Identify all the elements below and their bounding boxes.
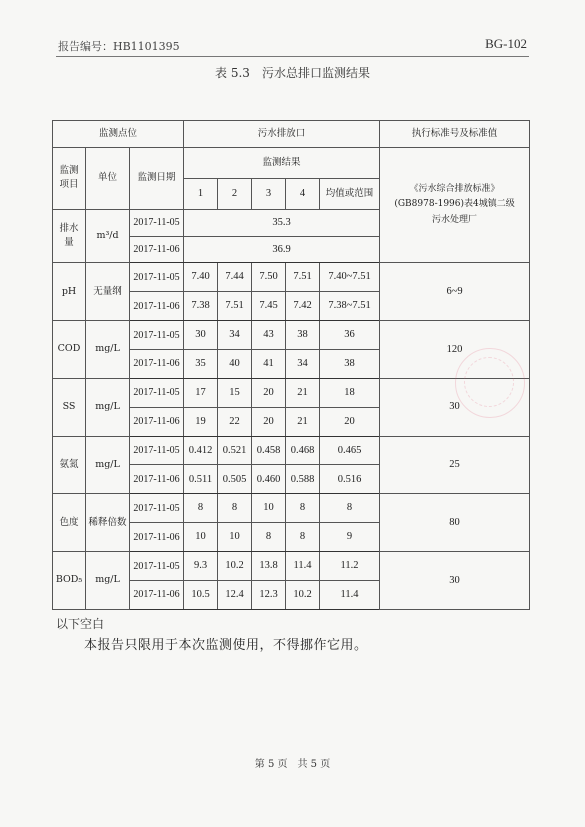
param-value: 15 <box>218 378 252 407</box>
flow-item: 排水量 <box>53 209 86 263</box>
param-average: 20 <box>320 407 380 436</box>
param-average: 38 <box>320 349 380 378</box>
param-value: 0.460 <box>252 465 286 494</box>
param-value: 10.2 <box>286 580 320 609</box>
param-unit: mg/L <box>86 436 130 494</box>
param-value: 30 <box>184 321 218 350</box>
param-item: pH <box>53 263 86 321</box>
table-title: 表 5.3 污水总排口监测结果 <box>215 66 370 80</box>
param-value: 7.45 <box>252 292 286 321</box>
param-value: 7.40 <box>184 263 218 292</box>
param-value: 7.51 <box>286 263 320 292</box>
header-outlet: 污水排放口 <box>184 121 380 148</box>
param-value: 0.588 <box>286 465 320 494</box>
param-value: 38 <box>286 321 320 350</box>
param-average: 9 <box>320 523 380 552</box>
header-col-2: 2 <box>218 178 252 209</box>
param-value: 8 <box>184 494 218 523</box>
param-value: 34 <box>218 321 252 350</box>
table-row <box>53 494 530 523</box>
header-unit: 单位 <box>86 147 130 209</box>
flow-date: 2017-11-05 <box>130 209 184 236</box>
param-unit: mg/L <box>86 378 130 436</box>
param-average: 11.2 <box>320 552 380 581</box>
param-value: 7.51 <box>218 292 252 321</box>
param-value: 8 <box>286 523 320 552</box>
param-unit: 无量纲 <box>86 263 130 321</box>
param-average: 18 <box>320 378 380 407</box>
flow-unit: m³/d <box>86 209 130 263</box>
param-date: 2017-11-06 <box>130 349 184 378</box>
report-number: 报告编号：HB1101395 <box>58 40 180 53</box>
param-value: 0.412 <box>184 436 218 465</box>
param-value: 21 <box>286 378 320 407</box>
param-value: 43 <box>252 321 286 350</box>
param-unit: mg/L <box>86 552 130 610</box>
param-value: 0.505 <box>218 465 252 494</box>
param-value: 8 <box>286 494 320 523</box>
param-value: 10 <box>184 523 218 552</box>
param-standard-value: 25 <box>380 436 530 494</box>
param-date: 2017-11-06 <box>130 523 184 552</box>
param-value: 0.468 <box>286 436 320 465</box>
monitoring-results-table <box>52 120 530 610</box>
param-date: 2017-11-05 <box>130 378 184 407</box>
param-value: 19 <box>184 407 218 436</box>
param-average: 0.516 <box>320 465 380 494</box>
param-value: 0.458 <box>252 436 286 465</box>
param-date: 2017-11-06 <box>130 292 184 321</box>
param-value: 17 <box>184 378 218 407</box>
param-standard-value: 30 <box>380 552 530 610</box>
param-value: 12.4 <box>218 580 252 609</box>
standard-name: 《污水综合排放标准》(GB8978-1996)表4城镇二级污水处理厂 <box>380 147 530 263</box>
header-avg: 均值或范围 <box>320 178 380 209</box>
param-average: 11.4 <box>320 580 380 609</box>
param-standard-value: 120 <box>380 321 530 379</box>
param-value: 7.44 <box>218 263 252 292</box>
param-average: 7.38~7.51 <box>320 292 380 321</box>
param-item: 色度 <box>53 494 86 552</box>
flow-value: 35.3 <box>184 209 380 236</box>
param-standard-value: 80 <box>380 494 530 552</box>
header-monitoring-point: 监测点位 <box>53 121 184 148</box>
param-value: 10 <box>252 494 286 523</box>
header-divider <box>56 56 529 57</box>
usage-statement: 本报告只限用于本次监测使用，不得挪作它用。 <box>84 638 368 653</box>
flow-date: 2017-11-06 <box>130 236 184 263</box>
param-value: 8 <box>252 523 286 552</box>
param-date: 2017-11-06 <box>130 465 184 494</box>
param-value: 0.521 <box>218 436 252 465</box>
param-value: 7.42 <box>286 292 320 321</box>
param-standard-value: 30 <box>380 378 530 436</box>
param-date: 2017-11-05 <box>130 552 184 581</box>
param-value: 8 <box>218 494 252 523</box>
blank-below-note: 以下空白 <box>56 617 105 631</box>
param-value: 35 <box>184 349 218 378</box>
header-col-1: 1 <box>184 178 218 209</box>
param-value: 7.38 <box>184 292 218 321</box>
param-date: 2017-11-05 <box>130 494 184 523</box>
param-average: 8 <box>320 494 380 523</box>
param-value: 20 <box>252 378 286 407</box>
param-value: 11.4 <box>286 552 320 581</box>
table-row <box>53 436 530 465</box>
header-col-3: 3 <box>252 178 286 209</box>
param-value: 13.8 <box>252 552 286 581</box>
param-value: 10.2 <box>218 552 252 581</box>
table-row <box>53 263 530 292</box>
param-item: COD <box>53 321 86 379</box>
header-item: 监测项目 <box>53 147 86 209</box>
param-value: 20 <box>252 407 286 436</box>
param-value: 21 <box>286 407 320 436</box>
param-value: 9.3 <box>184 552 218 581</box>
param-date: 2017-11-06 <box>130 580 184 609</box>
param-value: 40 <box>218 349 252 378</box>
param-value: 10.5 <box>184 580 218 609</box>
param-date: 2017-11-05 <box>130 436 184 465</box>
param-item: BOD₅ <box>53 552 86 610</box>
flow-value: 36.9 <box>184 236 380 263</box>
param-value: 7.50 <box>252 263 286 292</box>
param-standard-value: 6~9 <box>380 263 530 321</box>
param-value: 0.511 <box>184 465 218 494</box>
param-value: 22 <box>218 407 252 436</box>
header-col-4: 4 <box>286 178 320 209</box>
param-item: 氨氮 <box>53 436 86 494</box>
table-row <box>53 321 530 350</box>
param-item: SS <box>53 378 86 436</box>
header-date: 监测日期 <box>130 147 184 209</box>
param-value: 12.3 <box>252 580 286 609</box>
document-code: BG-102 <box>485 36 527 51</box>
param-date: 2017-11-05 <box>130 321 184 350</box>
param-value: 10 <box>218 523 252 552</box>
param-value: 34 <box>286 349 320 378</box>
param-date: 2017-11-06 <box>130 407 184 436</box>
param-value: 41 <box>252 349 286 378</box>
header-standard: 执行标准号及标准值 <box>380 121 530 148</box>
red-seal-stamp <box>455 348 525 418</box>
param-unit: mg/L <box>86 321 130 379</box>
param-average: 36 <box>320 321 380 350</box>
header-results: 监测结果 <box>184 147 380 178</box>
param-average: 0.465 <box>320 436 380 465</box>
page-footer: 第 5 页 共 5 页 <box>254 759 331 770</box>
param-average: 7.40~7.51 <box>320 263 380 292</box>
param-unit: 稀释倍数 <box>86 494 130 552</box>
param-date: 2017-11-05 <box>130 263 184 292</box>
table-row <box>53 552 530 581</box>
